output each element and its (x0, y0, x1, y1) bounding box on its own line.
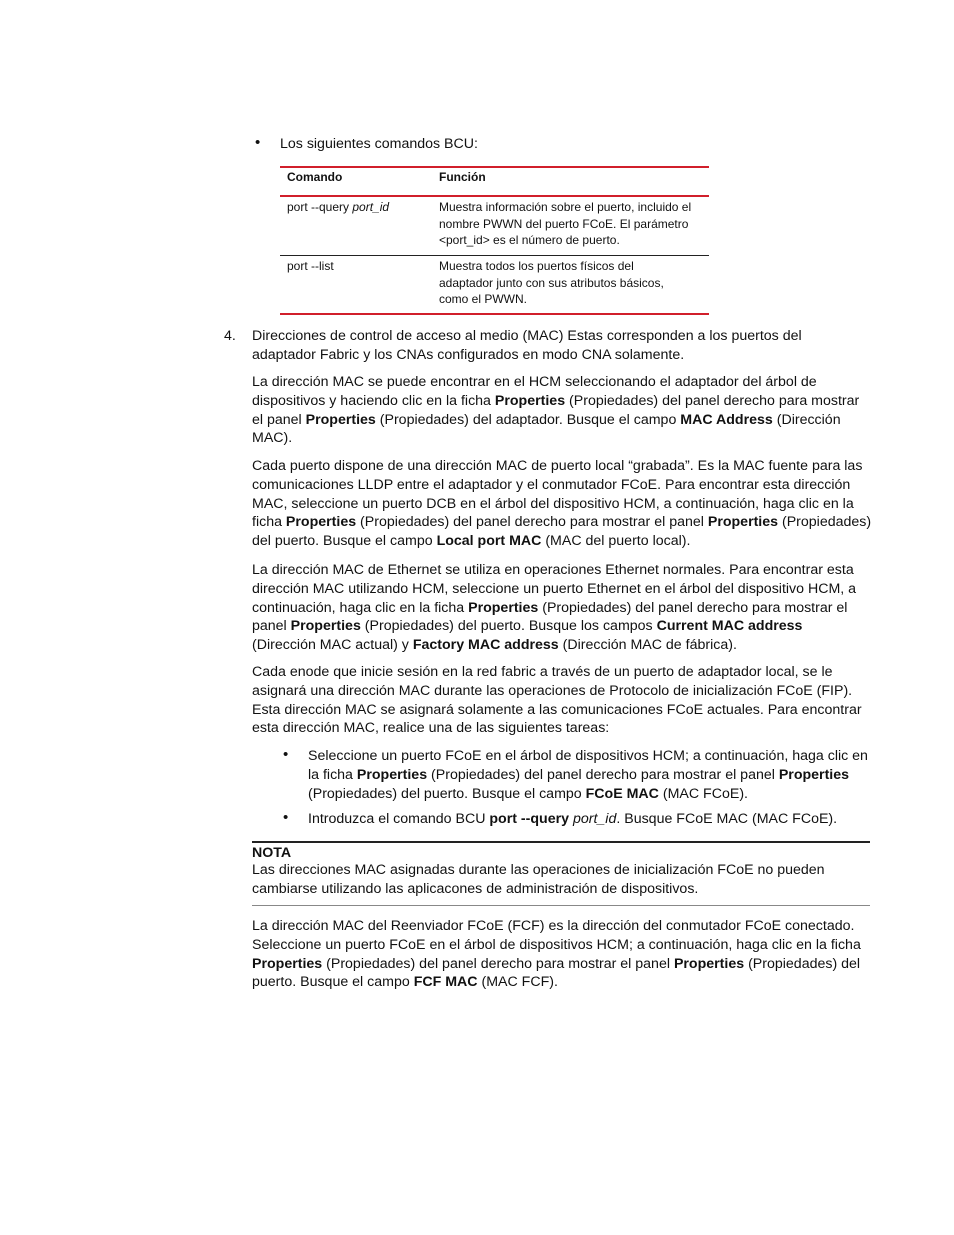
bullet-marker: • (255, 134, 261, 151)
note-text: Las direcciones MAC asignadas durante las operaciones de inicialización FCoE no pueden cambiarse utilizando las aplicacones de administración de dispositivos. (252, 862, 825, 897)
paragraph-local-port-mac (252, 457, 872, 551)
paragraph-hcm-adapter-mac (252, 373, 862, 448)
text: (MAC FCoE). (658, 785, 748, 802)
text: Seleccione un puerto FCoE en el árbol de dispositivos HCM; a continuación, haga clic en la ficha (308, 748, 868, 783)
text: (Propiedades) del panel derecho para mostrar el panel (252, 599, 848, 635)
text: (Propiedades) del panel derecho para mostrar el panel (427, 766, 779, 783)
table-row-2-function: Muestra todos los puertos físicos del adaptador junto con sus atributos básicos, como el PWWN. (439, 259, 664, 307)
text: Introduzca el comando BCU (308, 811, 490, 827)
ui-term: FCoE MAC (585, 785, 659, 802)
table-row-1-function: Muestra información sobre el puerto, incluido el nombre PWWN del puerto FCoE. El parámetro <port_id> es el número de puerto. (439, 200, 692, 248)
text: (Propiedades) del panel derecho para mostrar el panel (322, 955, 674, 972)
command-name: port --query (287, 200, 353, 214)
step-number: 4. (224, 328, 236, 344)
table-header-rule (280, 195, 709, 197)
text: (Propiedades) del puerto. Busque los campos (360, 618, 657, 635)
table-header-function: Función (439, 170, 486, 184)
bullet-marker: • (283, 746, 289, 763)
text: (Propiedades) del puerto. Busque el campo (308, 785, 586, 802)
paragraph-fcf-mac (252, 917, 870, 992)
ui-term: Properties (290, 618, 361, 635)
ui-term: Properties (305, 411, 376, 428)
text: La dirección MAC del Reenviador FCoE (FCF) es la dirección del conmutador FCoE conectado. Seleccione un puerto FCoE en el árbol de dispositivos HCM; a continuación, haga clic en la ficha (252, 918, 861, 953)
text: (Dirección MAC). (252, 411, 841, 447)
paragraph-ethernet-mac (252, 561, 864, 655)
text: (MAC del puerto local). (541, 533, 691, 550)
ui-term: Current MAC address (656, 618, 803, 635)
intro-text: Los siguientes comandos BCU: (280, 136, 478, 152)
ui-term: Properties (778, 766, 850, 783)
bullet-marker: • (283, 809, 289, 826)
text: Cada puerto dispone de una dirección MAC de puerto local “grabada”. Es la MAC fuente para las comunicaciones LLDP entre el adaptador y el conmutador FCoE. Para encontrar esta dirección MAC, seleccione un puerto DCB en el árbol del dispositivo HCM, a continuación, haga clic en la ficha (252, 458, 863, 531)
text: (Propiedades) del adaptador. Busque el campo (375, 411, 681, 428)
text: (Dirección MAC actual) y (252, 637, 413, 654)
text: (Propiedades) del puerto. Busque el campo (252, 955, 861, 991)
ui-term: Properties (494, 392, 566, 409)
text: . Busque FCoE MAC (MAC FCoE). (616, 811, 838, 827)
table-row-2-command: port --list (287, 259, 334, 273)
note-label: NOTA (252, 845, 292, 861)
ui-term: Properties (707, 514, 779, 531)
ui-term: Local port MAC (436, 533, 542, 550)
command-arg: port_id (352, 200, 390, 214)
ui-term: Properties (468, 599, 539, 616)
subbullet-bcu-command (308, 810, 874, 829)
table-bottom-rule (280, 313, 709, 315)
table-row-1-command (287, 199, 389, 216)
ui-term: Properties (356, 766, 428, 783)
ui-term: Properties (673, 955, 745, 972)
table-header-command: Comando (287, 170, 343, 184)
step-title: Direcciones de control de acceso al medio (MAC) Estas corresponden a los puertos del adaptador Fabric y los CNAs configurados en modo CNA solamente. (252, 328, 802, 363)
text: (MAC FCF). (477, 974, 558, 991)
text: La dirección MAC se puede encontrar en el HCM seleccionando el adaptador del árbol de dispositivos y haciendo clic en la ficha (252, 374, 817, 409)
table-row-rule (280, 255, 709, 256)
text: (Propiedades) del panel derecho para mostrar el panel (356, 514, 708, 531)
paragraph-enode-mac: Cada enode que inicie sesión en la red fabric a través de un puerto de adaptador local, se le asignará una dirección MAC durante las operaciones de Protocolo de inicialización FCoE (FIP). Esta dirección MAC se asignará solamente a las comunicaciones FCoE actuales. Para encontrar esta dirección MAC, realice una de las siguientes tareas: (252, 664, 862, 737)
ui-term: Factory MAC address (412, 637, 559, 654)
text: (Propiedades) del panel derecho para mostrar el panel (252, 392, 860, 428)
command-name: port --query (489, 811, 569, 827)
table-top-rule (280, 166, 709, 168)
ui-term: Properties (285, 514, 357, 531)
note-top-rule (252, 841, 870, 843)
command-arg: port_id (572, 811, 617, 827)
text: (Propiedades) del puerto. Busque el campo (252, 514, 872, 550)
ui-term: MAC Address (680, 411, 773, 428)
text: La dirección MAC de Ethernet se utiliza en operaciones Ethernet normales. Para encontrar esta dirección MAC utilizando HCM, seleccione un puerto Ethernet en el árbol del dispositivo HCM, a continuación, haga clic en la ficha (252, 562, 857, 616)
subbullet-fcoe-port (308, 747, 874, 803)
note-bottom-rule (252, 905, 870, 906)
text: (Dirección MAC de fábrica). (558, 637, 737, 654)
ui-term: Properties (252, 955, 323, 972)
ui-term: FCF MAC (413, 974, 478, 991)
